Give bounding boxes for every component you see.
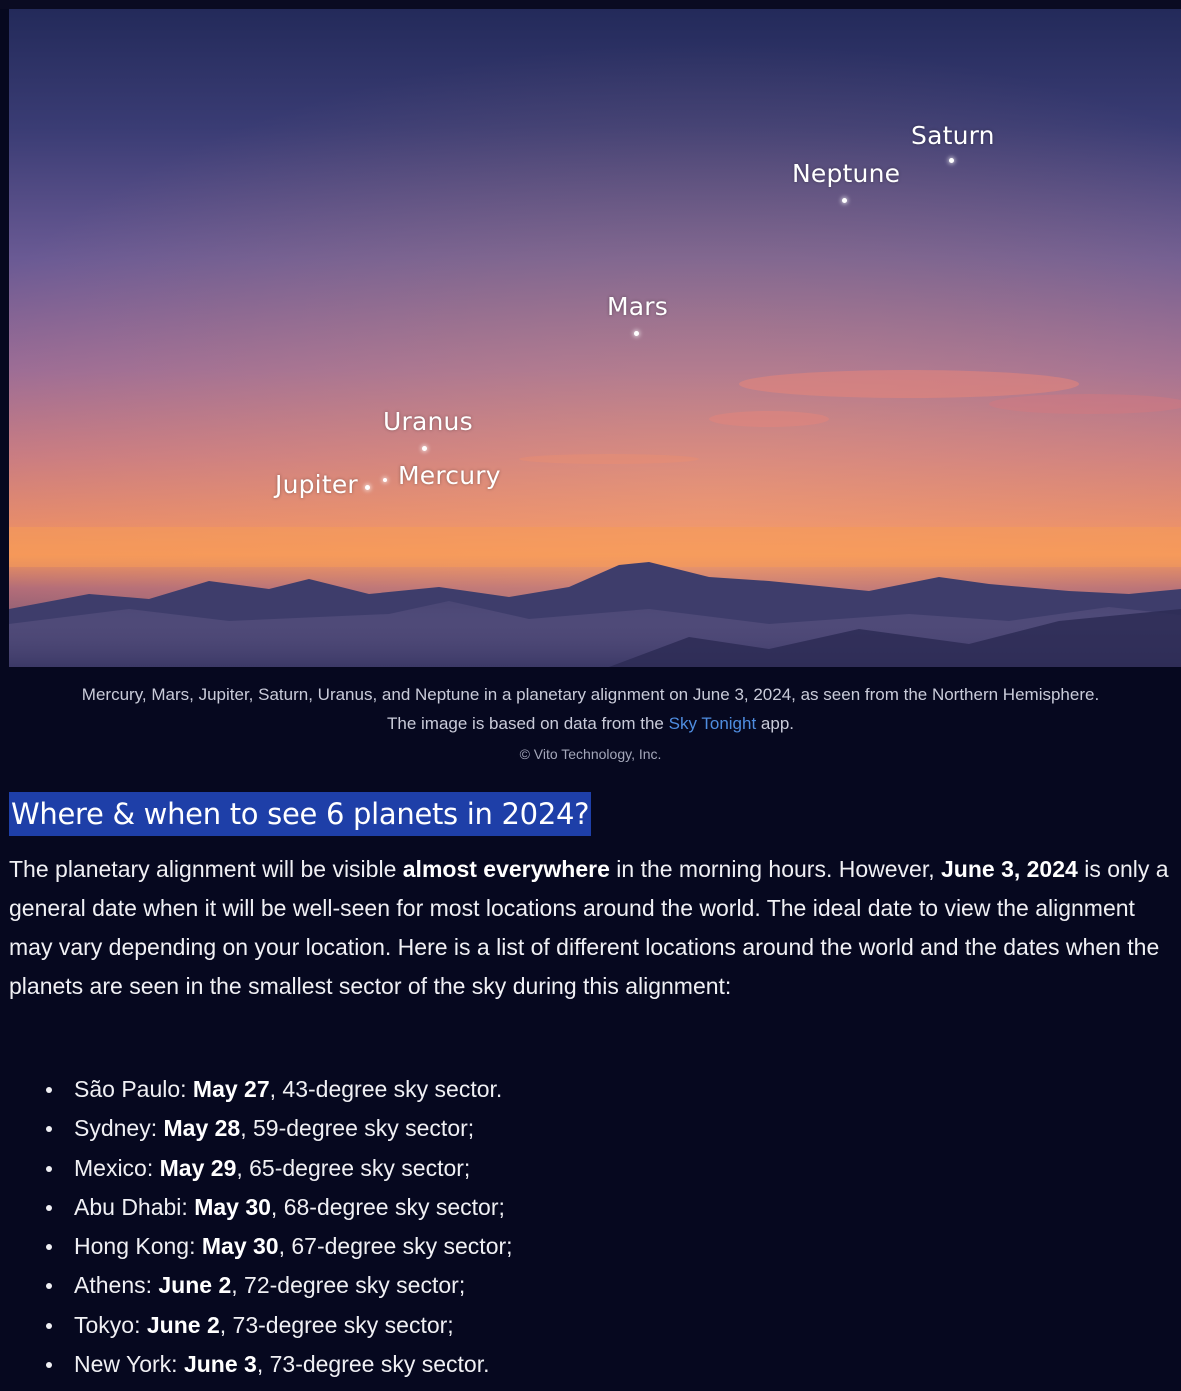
location-sector: , 68-degree sky sector;: [270, 1193, 505, 1220]
intro-paragraph: [9, 850, 1174, 1006]
bullet-icon: [46, 1283, 52, 1289]
location-sector: , 67-degree sky sector;: [278, 1233, 513, 1260]
location-sector: , 43-degree sky sector.: [269, 1076, 503, 1102]
section-heading: Where & when to see 6 planets in 2024?: [9, 792, 591, 836]
list-item: [9, 1070, 909, 1109]
saturn-dot: [949, 158, 954, 163]
para-text-2: in the morning hours. However,: [609, 856, 941, 882]
location-sector: , 73-degree sky sector;: [219, 1311, 454, 1338]
location-name: Hong Kong:: [74, 1233, 202, 1260]
location-name: New York:: [74, 1351, 184, 1378]
location-name: Abu Dhabi:: [74, 1193, 195, 1220]
mars-dot: [634, 331, 639, 336]
location-sector: , 59-degree sky sector;: [240, 1115, 475, 1142]
para-bold-1: almost everywhere: [402, 856, 610, 882]
label-saturn: Saturn: [911, 121, 995, 150]
caption-line-1: Mercury, Mars, Jupiter, Saturn, Uranus, and Neptune in a planetary alignment on June 3, 2024, as seen from the Northern Hemisphere.: [81, 685, 1100, 704]
label-jupiter: Jupiter: [275, 470, 358, 499]
list-item: [9, 1188, 909, 1227]
bullet-icon: [46, 1126, 52, 1132]
list-item: [9, 1306, 909, 1345]
location-name: Mexico:: [74, 1154, 160, 1181]
bullet-icon: [46, 1087, 52, 1093]
bullet-icon: [46, 1362, 52, 1368]
bullet-icon: [46, 1323, 52, 1329]
location-date: May 27: [192, 1076, 270, 1102]
location-name: Sydney:: [74, 1115, 164, 1142]
location-date: June 2: [146, 1311, 220, 1338]
location-sector: , 73-degree sky sector.: [256, 1351, 490, 1378]
location-name: Athens:: [74, 1272, 159, 1299]
caption-line-2-start: The image is based on data from the: [387, 714, 669, 733]
list-item: [9, 1227, 909, 1266]
para-text-1: The planetary alignment will be visible: [9, 856, 403, 882]
list-item: [9, 1149, 909, 1188]
list-item: [9, 1266, 909, 1305]
locations-list: [9, 1070, 909, 1384]
para-bold-2: June 3, 2024: [941, 856, 1078, 882]
para-text-3: is only a general date when it will be well-seen for most locations around the world. The ideal date to view the alignment may vary depending on your location. Here is a list of different locations around the world and the dates when the planets are seen in the smallest sector of the sky during this alignment:: [9, 856, 1169, 999]
image-caption: [0, 680, 1181, 738]
location-date: May 28: [163, 1115, 241, 1142]
list-item: [9, 1345, 909, 1384]
bullet-icon: [46, 1205, 52, 1211]
uranus-dot: [422, 446, 427, 451]
bullet-icon: [46, 1166, 52, 1172]
label-neptune: Neptune: [792, 159, 901, 188]
label-mars: Mars: [607, 292, 668, 321]
location-date: June 2: [158, 1272, 232, 1299]
location-name: São Paulo:: [74, 1076, 193, 1102]
location-date: May 30: [194, 1193, 271, 1220]
location-date: June 3: [183, 1351, 257, 1378]
jupiter-dot: [365, 485, 370, 490]
list-item: [9, 1109, 909, 1148]
location-sector: , 72-degree sky sector;: [231, 1272, 466, 1299]
caption-line-2-end: app.: [756, 714, 794, 733]
bullet-icon: [46, 1244, 52, 1250]
mercury-dot: [383, 478, 387, 482]
image-credit: © Vito Technology, Inc.: [519, 746, 662, 762]
sky-tonight-link[interactable]: Sky Tonight: [668, 714, 757, 733]
top-strip: [0, 0, 1181, 9]
location-date: May 29: [159, 1154, 237, 1181]
location-date: May 30: [201, 1233, 279, 1260]
label-uranus: Uranus: [383, 407, 473, 436]
caption-line-2: [0, 709, 1181, 738]
planet-alignment-image: [9, 9, 1181, 667]
neptune-dot: [842, 198, 847, 203]
label-mercury: Mercury: [398, 461, 501, 490]
location-name: Tokyo:: [74, 1311, 147, 1338]
location-sector: , 65-degree sky sector;: [236, 1154, 471, 1181]
sky-illustration: [9, 9, 1181, 667]
